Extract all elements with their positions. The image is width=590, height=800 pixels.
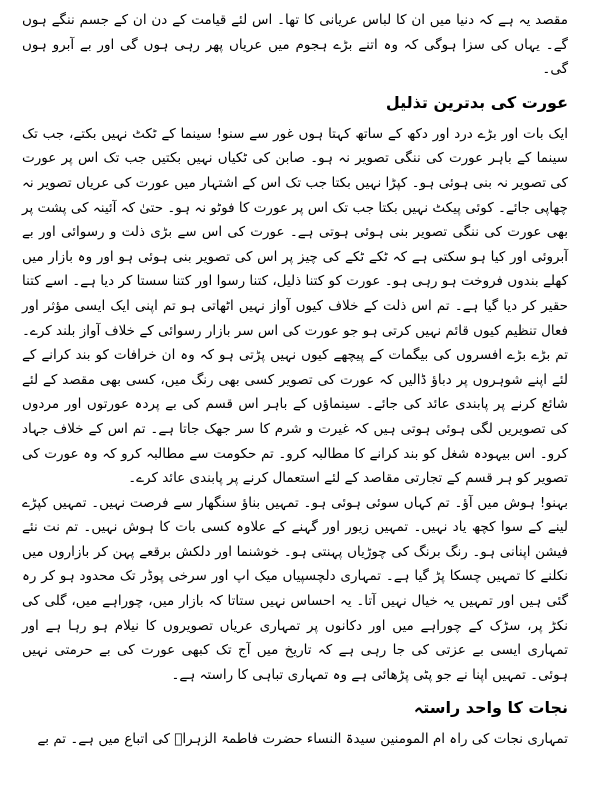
- paragraph-salvation: تمہاری نجات کی راہ ام المومنین سیدۃ النساء حضرت فاطمۃ الزہراؑ کی اتباع میں ہے۔ تم بے: [37, 731, 568, 748]
- paragraph-sisters: بہنو! ہوش میں آؤ۔ تم کہاں سوئی ہوئی ہو۔ تمہیں بناؤ سنگھار سے فرصت نہیں۔ تمہیں کپڑے لینے کے سوا کچھ یاد نہیں۔ تمہیں زیور اور گہنے کے علاوہ کسی بات کا ہوش نہیں۔ تم نت نئے فیشن اپنانی ہو۔ رنگ برنگ کی چوڑیاں پہنتی ہو۔ خوشنما اور دلکش برقعے پہن کر بازاروں میں نکلنے کا تمہیں چسکا پڑ گیا ہے۔ تمہاری دلچسپیاں میک اپ اور سرخی پوڈر تک محدود ہو کر رہ گئی ہیں اور تمہیں یہ خیال نہیں آتا۔ یہ احساس نہیں ستاتا کہ بازار میں، چوراہے میں، گلی کی نکڑ پر، سڑک کے چوراہے میں اور دکانوں پر تمہاری عریاں تصویروں کا نیلام ہو رہا ہے اور تمہاری ایسی بے عزتی کی جا رہی ہے کہ تاریخ میں آج تک کبھی عورت کی بے حرمتی نہیں ہوئی۔ تمہیں اپنا نے جو پٹی پڑھائی ہے وہ تمہاری تباہی کا راستہ ہے۔: [22, 494, 568, 683]
- section-heading-humiliation: عورت کی بدترین تذلیل: [385, 92, 568, 112]
- paragraph-humiliation: ایک بات اور بڑے درد اور دکھ کے ساتھ کہتا ہوں غور سے سنو! سینما کے ٹکٹ نہیں بکتے، جب تک سینما کے باہر عورت کی ننگی تصویر نہ ہو۔ صابن کی ٹکیاں نہیں بکتیں جب تک اس پر عورت کی تصویر نہ بنی ہوئی ہو۔ کپڑا نہیں بکتا جب تک اس کے اشتہار میں عورت کی عریاں تصویر نہ چھاپی جائے۔ کوئی پیکٹ نہیں بکتا جب تک اس پر عورت کا فوٹو نہ ہو۔ حتیٰ کہ آئینہ کی پشت پر بھی عورت کی ننگی تصویر بنی ہوئی ہوتی ہے۔ عورت کی اس سے بڑی ذلت و رسوائی اور بے آبروئی اور کیا ہو سکتی ہے کہ ٹکے ٹکے کی چیز پر اس کی تصویر بنی ہوئی ہو اور وہ بازار میں کھلے بندوں فروخت ہو رہی ہو۔ عورت کو کتنا ذلیل، کتنا رسوا اور کتنا سستا کر دیا ہے۔ اسے کتنا حقیر کر دیا گیا ہے۔ تم اس ذلت کے خلاف کیوں آواز نہیں اٹھاتی ہو تم اپنی ایک ایسی مؤثر اور فعال تنظیم کیوں قائم نہیں کرتی ہو جو عورت کی اس سر بازار رسوائی کے خلاف آواز بلند کرے۔ تم بڑے بڑے افسروں کی بیگمات کے پیچھے کیوں نہیں پڑتی ہو کہ وہ ان خرافات کو بند کرانے کے لئے اپنے شوہروں پر دباؤ ڈالیں کہ عورت کی تصویر کسی بھی رنگ میں، کسی بھی مقصد کے لئے شائع کرنے پر پابندی عائد کی جائے۔ سینماؤں کے باہر اس قسم کی بے پردہ عورتوں اور مردوں کی تصویریں لگی ہوئی ہوتی ہیں کہ غیرت و شرم کا سر جھک جاتا ہے۔ تم اس کے خلاف جہاد کرو۔ اس بیہودہ شغل کو بند کرانے کا مطالبہ کرو۔ تم حکومت سے مطالبہ کرو کہ وہ عورت کی تصویر کو ہر قسم کے تجارتی مقاصد کے لئے استعمال کرنے پر پابندی عائد کرے۔: [22, 125, 568, 487]
- paragraph-intro: مقصد یہ ہے کہ دنیا میں ان کا لباس عریانی کا تھا۔ اس لئے قیامت کے دن ان کے جسم ننگے ہوں گے۔ یہاں کی سزا ہوگی کہ وہ اتنے بڑے ہجوم میں عریاں پھر رہی ہوں گی اور بے آبرو ہوں گی۔: [22, 12, 568, 78]
- section-heading-salvation: نجات کا واحد راستہ: [413, 698, 568, 718]
